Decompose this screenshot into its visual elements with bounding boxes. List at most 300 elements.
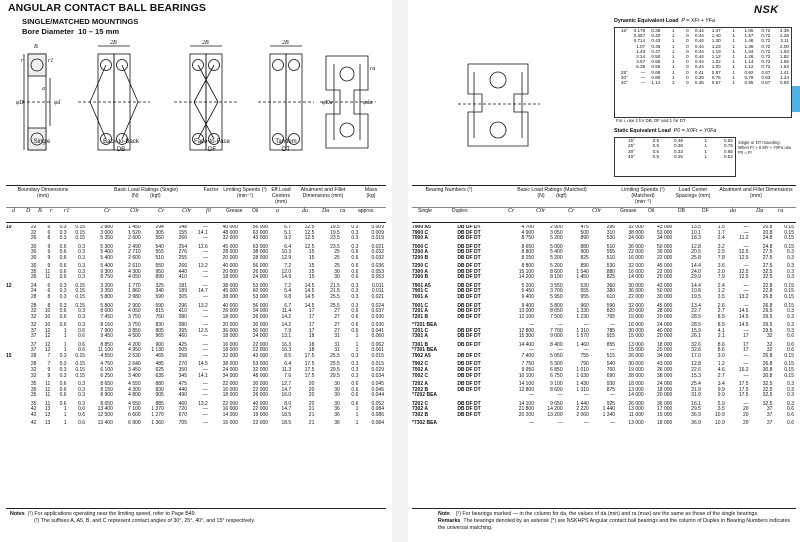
- table-cell: 26 000: [628, 352, 644, 359]
- dynamic-load-cell: 1.14: [651, 80, 661, 86]
- table-cell: —: [202, 386, 208, 393]
- col-m-C0r-kgf: C0r: [592, 208, 602, 214]
- table-cell: 7 700: [550, 327, 563, 334]
- table-cell: 7000 C: [412, 243, 429, 250]
- table-cell: 24.0: [691, 268, 701, 275]
- table-cell: 21.5: [330, 288, 340, 295]
- table-cell: 2 600: [128, 254, 141, 261]
- table-cell: 24 000: [222, 367, 238, 374]
- static-load-cell: 0.26: [674, 154, 683, 160]
- table-cell: 16.0: [281, 392, 292, 399]
- table-cell: 17: [743, 333, 749, 340]
- table-cell: 5 200: [521, 282, 534, 289]
- table-cell: 0.3: [351, 372, 359, 379]
- table-cell: —: [610, 322, 616, 329]
- table-cell: 25.5: [330, 294, 340, 301]
- dynamic-load-cell: 1: [732, 48, 735, 54]
- table-cell: 43 000: [657, 225, 673, 230]
- col-single: Single: [418, 208, 432, 214]
- table-cell: —: [743, 243, 749, 250]
- table-cell: 19 000: [628, 367, 644, 374]
- table-cell: 2 710: [128, 249, 141, 256]
- table-cell: 0.3: [78, 249, 86, 256]
- table-cell: 50 000: [252, 327, 269, 334]
- table-cell: 29.5: [762, 322, 773, 329]
- table-cell: 5 200: [550, 263, 563, 270]
- table-cell: 34 000: [657, 235, 673, 242]
- table-cell: DB DF DT: [457, 302, 481, 309]
- table-cell: 1 430: [576, 381, 589, 388]
- table-cell: 148: [178, 225, 187, 230]
- table-cell: 29.5: [330, 367, 340, 374]
- static-load-table: [614, 137, 736, 177]
- table-cell: 760: [155, 313, 164, 320]
- table-cell: 32 000: [222, 352, 238, 359]
- table-cell: 32.6: [691, 341, 701, 348]
- table-cell: 15: [6, 352, 12, 359]
- table-cell: 40 000: [657, 327, 673, 334]
- table-cell: 0.037: [371, 308, 384, 315]
- table-cell: 35: [30, 381, 37, 388]
- col-C0r-kgf: C0r: [182, 208, 192, 214]
- dynamic-load-cell: 1.46: [744, 38, 754, 44]
- table-cell: *7202 BEA: [412, 392, 438, 399]
- table-cell: 24 000: [657, 322, 673, 329]
- table-cell: 890: [155, 274, 164, 281]
- table-cell: 0.15: [75, 282, 86, 289]
- table-cell: 0.3: [787, 400, 794, 407]
- table-cell: 28.5: [691, 313, 701, 320]
- table-cell: DB DF DT: [457, 263, 481, 270]
- table-cell: 13 000: [628, 341, 644, 348]
- table-cell: 25: [334, 254, 340, 261]
- table-cell: 28 000: [222, 249, 238, 256]
- table-cell: 0.3: [787, 381, 794, 388]
- dynamic-load-cell: 1.40: [711, 33, 721, 39]
- dynamic-load-cell: 1.07: [636, 43, 646, 49]
- right-table-body: [412, 225, 796, 505]
- table-cell: 2.4: [717, 235, 725, 242]
- table-cell: 15: [308, 263, 315, 270]
- col-m-DF: DF: [702, 208, 709, 214]
- table-cell: 0.3: [78, 243, 86, 250]
- dynamic-load-cell: 0.44: [694, 38, 704, 44]
- table-cell: 8.5: [717, 313, 725, 320]
- table-cell: 7902 C: [412, 361, 429, 368]
- table-cell: 0.6: [59, 308, 67, 315]
- dynamic-load-cell: 0: [686, 38, 689, 44]
- hdr-right-abutment: Abutment and Fillet Dimensions (mm): [719, 187, 793, 199]
- table-cell: 30.8: [762, 367, 773, 374]
- dynamic-load-cell: 1: [671, 38, 675, 44]
- table-cell: 0.062: [371, 341, 384, 348]
- table-cell: 32.6: [691, 347, 701, 354]
- table-cell: 20 000: [657, 313, 673, 320]
- dim-D: φD: [16, 100, 24, 106]
- table-cell: 25.5: [330, 361, 340, 368]
- table-cell: 1.7: [717, 229, 725, 236]
- table-cell: 17: [743, 347, 749, 354]
- static-load-cell: 0.46: [674, 138, 683, 143]
- table-cell: —: [202, 313, 208, 320]
- table-cell: 8.6: [717, 347, 725, 354]
- table-cell: 6: [47, 282, 51, 289]
- table-cell: DB DF DT: [457, 282, 481, 289]
- dynamic-load-cell: 1.47: [711, 28, 721, 33]
- table-cell: 12.7: [281, 381, 292, 388]
- table-cell: 0.15: [75, 229, 86, 236]
- table-cell: 35: [30, 268, 37, 275]
- table-cell: 30: [30, 249, 37, 256]
- table-cell: 550: [155, 235, 164, 242]
- page-subtitle: SINGLE/MATCHED MOUNTINGS: [22, 17, 139, 26]
- table-cell: 7200 B: [412, 254, 429, 261]
- table-cell: 20 000: [657, 274, 673, 281]
- right-header-bottom-rule: [412, 222, 796, 223]
- static-load-cell: 0.76: [724, 143, 733, 149]
- table-cell: 2 640: [128, 361, 141, 368]
- table-cell: 950: [155, 268, 164, 275]
- table-cell: 15: [308, 274, 315, 281]
- table-cell: 0.015: [371, 352, 384, 359]
- right-drawing: [408, 34, 608, 174]
- dynamic-load-cell: 0.357: [633, 33, 646, 39]
- table-cell: 13: [44, 420, 51, 427]
- table-cell: 0.009: [371, 229, 384, 236]
- table-cell: 20: [308, 400, 315, 407]
- table-cell: 0.6: [59, 268, 67, 275]
- table-cell: 425: [178, 341, 187, 348]
- table-cell: 3.6: [717, 263, 725, 270]
- table-cell: —: [583, 322, 589, 329]
- table-cell: 7.9: [717, 274, 725, 281]
- table-cell: 15 100: [518, 268, 534, 275]
- table-cell: 17.5: [738, 386, 749, 393]
- dynamic-load-cell: 0.178: [633, 28, 646, 33]
- table-cell: —: [202, 254, 208, 261]
- table-cell: 22 000: [252, 347, 269, 354]
- table-cell: 0.6: [59, 243, 67, 250]
- table-cell: 4 550: [100, 352, 113, 359]
- table-cell: 12: [44, 333, 51, 340]
- table-cell: DB DF DT: [457, 352, 481, 359]
- table-cell: 27: [334, 313, 340, 320]
- table-cell: 18 000: [222, 392, 238, 399]
- table-cell: 14.5: [304, 294, 315, 301]
- table-cell: 7: [47, 361, 51, 368]
- table-cell: 0.052: [371, 400, 384, 407]
- dynamic-load-cell: 0: [686, 43, 689, 49]
- table-cell: 6: [47, 229, 51, 236]
- table-cell: 13.2: [198, 400, 208, 407]
- dynamic-load-cell: 0: [686, 59, 689, 65]
- table-cell: 5.9: [717, 400, 725, 407]
- table-cell: DB DF DT: [457, 308, 481, 315]
- table-cell: —: [202, 235, 208, 242]
- table-cell: —: [557, 322, 563, 329]
- table-cell: DB DF DT: [457, 361, 481, 368]
- table-cell: 17.5: [738, 381, 749, 388]
- table-cell: 28 000: [628, 372, 644, 379]
- dynamic-load-cell: 0.55: [651, 59, 661, 65]
- table-cell: 36 000: [628, 288, 644, 295]
- table-cell: 0.6: [351, 263, 359, 270]
- table-cell: 8 650: [100, 381, 113, 388]
- table-cell: 5 400: [100, 254, 113, 261]
- table-cell: 13.5: [691, 225, 701, 230]
- table-cell: 880: [606, 268, 616, 275]
- table-cell: 14.2: [281, 313, 292, 320]
- table-cell: DB DF DT: [457, 254, 481, 261]
- table-cell: —: [743, 225, 749, 230]
- table-cell: 18.5: [281, 411, 292, 418]
- dynamic-load-cell: 0: [686, 54, 689, 60]
- table-cell: 21: [308, 420, 315, 427]
- dynamic-load-cell: 0: [686, 64, 689, 70]
- table-cell: 14.7: [281, 406, 292, 413]
- table-cell: DB DF DT: [457, 400, 481, 407]
- table-cell: 3.5: [717, 406, 725, 413]
- table-cell: 11.4: [281, 308, 292, 315]
- fig-label-single: Single: [33, 139, 51, 145]
- static-load-cell: 1: [704, 138, 707, 143]
- table-cell: —: [743, 263, 749, 270]
- table-cell: 20 000: [657, 333, 673, 340]
- table-cell: 29.5: [762, 327, 773, 334]
- table-cell: 3 050: [550, 229, 563, 236]
- col-d: d: [12, 208, 15, 214]
- table-cell: 6 250: [100, 372, 113, 379]
- table-cell: 875: [606, 386, 616, 393]
- table-cell: 0.6: [59, 386, 67, 393]
- table-cell: 0.011: [371, 282, 384, 289]
- table-cell: 0.036: [371, 313, 384, 320]
- dynamic-load-cell: 2.28: [780, 33, 789, 39]
- table-cell: 14.9: [281, 274, 292, 281]
- table-cell: 465: [155, 352, 164, 359]
- static-load-note: Single or DT mounting: When Fr > 0.5Fr + Y0Fa use P0 = Fr: [738, 140, 792, 155]
- fig-label-dt-code: DT: [282, 147, 290, 153]
- table-cell: 37: [30, 341, 37, 348]
- table-cell: —: [202, 352, 208, 359]
- table-cell: 11: [45, 381, 51, 388]
- table-cell: 345: [178, 372, 187, 379]
- table-cell: 38 000: [222, 282, 238, 289]
- table-cell: 0.3: [787, 249, 794, 256]
- right-notes: [438, 511, 798, 532]
- dynamic-load-cell: 0: [686, 48, 689, 54]
- table-cell: 0.3: [787, 392, 794, 399]
- table-cell: 38 000: [252, 249, 269, 256]
- table-cell: 9.9: [717, 392, 725, 399]
- table-cell: 14 000: [628, 392, 644, 399]
- table-cell: —: [743, 327, 749, 334]
- table-cell: 14.5: [304, 288, 315, 295]
- dynamic-load-cell: 1: [671, 69, 675, 75]
- table-cell: 30: [334, 386, 340, 393]
- table-cell: 32.5: [762, 392, 773, 399]
- page-title: ANGULAR CONTACT BALL BEARINGS: [8, 2, 206, 14]
- table-cell: 13.2: [198, 263, 208, 270]
- dynamic-load-cell: 0.72: [761, 59, 771, 65]
- hdr-boundary: Boundary Dimensions (mm): [17, 187, 69, 199]
- dynamic-load-cell: 0.44: [694, 64, 704, 70]
- dynamic-load-cell: 0.72: [761, 33, 771, 39]
- table-cell: 4 500: [128, 333, 141, 340]
- table-cell: 540: [606, 361, 616, 368]
- table-cell: 27.5: [762, 254, 773, 261]
- dynamic-load-cell: 5.35: [636, 64, 646, 70]
- table-cell: 0.3: [787, 386, 794, 393]
- hdr-matched-ratings: Basic Load Ratings (Matched) (N) (kgf): [517, 187, 587, 199]
- table-cell: 12 800: [518, 386, 534, 393]
- table-cell: 1.5: [717, 225, 725, 230]
- table-cell: 48 000: [252, 372, 269, 379]
- table-cell: 20: [308, 381, 315, 388]
- table-cell: 0.044: [371, 392, 384, 399]
- table-cell: 10: [44, 322, 51, 329]
- table-cell: 9: [47, 372, 51, 379]
- table-cell: 0.6: [59, 263, 67, 270]
- table-cell: 0.15: [784, 372, 794, 379]
- table-cell: 14.7: [281, 386, 292, 393]
- table-cell: 15: [308, 249, 315, 256]
- table-cell: 4 550: [128, 400, 141, 407]
- left-data-table: [6, 225, 386, 427]
- table-cell: 45 000: [222, 288, 238, 295]
- table-cell: 28 000: [252, 254, 269, 261]
- dynamic-load-cell: 0.72: [761, 43, 771, 49]
- table-cell: 22: [30, 229, 37, 236]
- table-cell: 8 800: [521, 263, 534, 270]
- dynamic-load-cell: 1.12: [711, 54, 721, 60]
- dynamic-load-cell: 1: [732, 28, 735, 33]
- table-cell: 880: [155, 381, 164, 388]
- table-cell: 181: [178, 282, 187, 289]
- table-cell: 7301 A: [412, 333, 428, 340]
- table-cell: 19.5: [691, 294, 701, 301]
- table-cell: 14.5: [738, 322, 749, 329]
- table-cell: 22 000: [222, 400, 238, 407]
- table-cell: —: [557, 347, 563, 354]
- static-load-cell: 1: [704, 143, 707, 149]
- dynamic-load-cell: 25°: [620, 69, 628, 75]
- table-cell: 1.2: [717, 288, 725, 295]
- dynamic-load-cell: 15°: [620, 28, 628, 33]
- table-cell: 0.15: [75, 372, 86, 379]
- table-cell: 14.5: [738, 313, 749, 320]
- table-cell: 10.1: [691, 229, 701, 236]
- table-cell: —: [202, 333, 208, 340]
- table-cell: 26: [30, 235, 37, 242]
- table-cell: 625: [155, 367, 164, 374]
- table-cell: 0.036: [371, 322, 384, 329]
- table-cell: 0.3: [351, 229, 359, 236]
- dynamic-load-cell: —: [640, 74, 646, 80]
- table-cell: 5 200: [550, 235, 563, 242]
- table-cell: 1 310: [576, 386, 589, 393]
- table-cell: 50 000: [657, 288, 673, 295]
- table-cell: 540: [155, 243, 164, 250]
- col-B: B: [38, 208, 42, 214]
- table-cell: 30 000: [628, 282, 644, 289]
- fig-label-db-code: DB: [116, 147, 126, 153]
- table-cell: 1 540: [576, 268, 589, 275]
- table-cell: 0.015: [371, 361, 384, 368]
- right-remarks: Remarks The bearings denoted by an asterisk (*) are NSKHPS Angular contact ball bearings and the column of Duplex in Bearing Numbers indicates the universal matching.: [438, 518, 791, 531]
- col-f0: f0: [206, 208, 211, 214]
- table-cell: 30 000: [252, 322, 269, 329]
- dynamic-load-cell: 1: [671, 43, 675, 49]
- left-column-labels: [8, 208, 388, 220]
- table-cell: *7301 BEA: [412, 347, 438, 354]
- table-cell: 8.5: [717, 322, 725, 329]
- table-cell: 1: [355, 347, 359, 354]
- table-cell: 26.8: [762, 361, 773, 368]
- dynamic-load-cell: 1.65: [744, 28, 754, 33]
- table-cell: —: [583, 420, 589, 427]
- table-cell: —: [202, 249, 208, 256]
- table-cell: 7201 B: [412, 313, 429, 320]
- table-cell: 325: [155, 282, 164, 289]
- table-cell: 5 800: [100, 294, 113, 301]
- table-cell: 50 000: [657, 243, 673, 250]
- right-table-bottom-rule: [412, 508, 796, 509]
- table-cell: 9: [47, 254, 51, 261]
- table-cell: 0.3: [78, 392, 86, 399]
- table-cell: 56 000: [252, 302, 269, 309]
- table-cell: 6: [47, 288, 51, 295]
- dynamic-load-cell: 40°: [620, 80, 628, 86]
- static-load-cell: 25°: [628, 143, 635, 149]
- table-cell: 15 000: [628, 347, 644, 354]
- table-cell: 6 100: [100, 367, 113, 374]
- table-cell: 42: [30, 420, 37, 427]
- col-C0r: C0r: [130, 208, 140, 214]
- dynamic-load-cell: 1.23: [711, 43, 721, 49]
- table-cell: 40 000: [252, 400, 269, 407]
- dynamic-load-table: [614, 27, 792, 118]
- table-cell: 0.3: [78, 274, 86, 281]
- table-cell: 12.5: [738, 254, 749, 261]
- table-cell: 360: [606, 282, 616, 289]
- table-cell: 1 440: [602, 406, 616, 413]
- table-cell: 60 000: [252, 288, 269, 295]
- table-cell: 410: [178, 308, 187, 315]
- table-cell: 8 600: [550, 268, 563, 275]
- table-cell: 11: [45, 400, 51, 407]
- table-cell: 16 000: [628, 268, 644, 275]
- table-cell: 8 400: [550, 341, 563, 348]
- table-cell: 14 400: [518, 341, 534, 348]
- dynamic-load-cell: —: [640, 69, 646, 75]
- table-cell: 1 030: [576, 372, 589, 379]
- table-cell: 53 000: [657, 229, 673, 236]
- table-cell: 30 000: [657, 249, 673, 256]
- table-cell: 2 900: [550, 225, 563, 230]
- table-cell: 30 000: [628, 361, 644, 368]
- table-cell: 18: [308, 347, 315, 354]
- table-cell: 0.6: [59, 392, 67, 399]
- dynamic-load-cell: 0.38: [651, 28, 661, 33]
- table-cell: 900: [155, 341, 164, 348]
- table-cell: 530: [580, 282, 589, 289]
- table-cell: 12.8: [691, 243, 701, 250]
- table-cell: 0.6: [59, 313, 67, 320]
- table-cell: 20.8: [762, 225, 773, 230]
- col-Cr-kgf: Cr: [158, 208, 165, 214]
- table-cell: 21.5: [330, 282, 340, 289]
